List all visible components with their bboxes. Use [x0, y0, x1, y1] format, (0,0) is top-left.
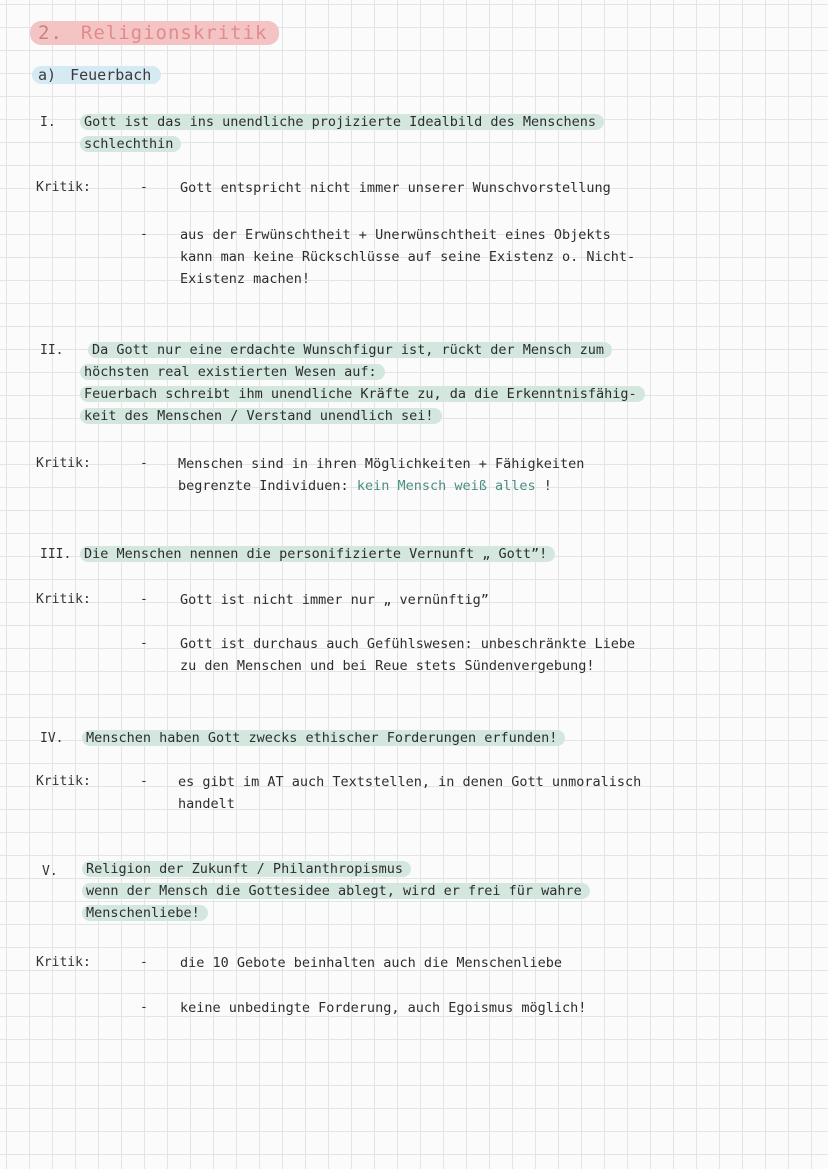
page-heading: [30, 22, 279, 44]
section-thesis-1: [80, 111, 604, 155]
subheading-letter: a): [38, 66, 57, 84]
thesis-line: höchsten real existierten Wesen auf:: [80, 364, 385, 380]
section-thesis-2: [80, 339, 645, 427]
kritik-label-3: Kritik:: [36, 592, 91, 607]
thesis-line: Menschenliebe!: [82, 905, 208, 921]
bullet-dash: -: [140, 955, 148, 970]
thesis-line: Feuerbach schreibt ihm unendliche Kräfte zu, da die Erkenntnisfähig-: [80, 386, 645, 402]
highlighted-phrase: kein Mensch weiß alles: [356, 478, 536, 494]
kritik-label-5: Kritik:: [36, 955, 91, 970]
point-line: Menschen sind in ihren Möglichkeiten + Fähigkeiten: [178, 456, 585, 472]
section-numeral-1: I.: [40, 115, 56, 130]
section-thesis-5: [82, 858, 590, 924]
heading-title: Religionskritik: [80, 22, 268, 44]
section-numeral-2: II.: [40, 343, 64, 358]
kritik-point: [180, 952, 562, 974]
kritik-point: [180, 997, 586, 1019]
kritik-label-4: Kritik:: [36, 774, 91, 789]
point-line: aus der Erwünschtheit + Unerwünschtheit eines Objekts: [180, 227, 611, 243]
thesis-line: Die Menschen nennen die personifizierte Vernunft „ Gott”!: [80, 546, 555, 562]
thesis-line: Gott ist das ins unendliche projizierte Idealbild des Menschens: [80, 114, 604, 130]
thesis-line: Da Gott nur eine erdachte Wunschfigur ist, rückt der Mensch zum: [88, 342, 612, 358]
point-line: Gott entspricht nicht immer unserer Wunschvorstellung: [180, 180, 611, 196]
kritik-point: [178, 771, 641, 815]
bullet-dash: -: [140, 180, 148, 195]
section-thesis-3: [80, 543, 555, 565]
kritik-point: [180, 633, 635, 677]
thesis-line: Religion der Zukunft / Philanthropismus: [82, 861, 411, 877]
kritik-label-1: Kritik:: [36, 180, 91, 195]
point-line-end: !: [543, 478, 552, 494]
bullet-dash: -: [140, 456, 148, 471]
section-numeral-3: III.: [40, 547, 72, 562]
point-line: Existenz machen!: [180, 271, 311, 287]
section-numeral-4: IV.: [40, 731, 64, 746]
section-thesis-4: [82, 727, 565, 749]
thesis-line: keit des Menschen / Verstand unendlich sei!: [80, 408, 442, 424]
bullet-dash: -: [140, 1000, 148, 1015]
point-line: zu den Menschen und bei Reue stets Sündenvergebung!: [180, 658, 595, 674]
point-line: begrenzte Individuen:: [178, 478, 349, 494]
point-line: es gibt im AT auch Textstellen, in denen Gott unmoralisch: [178, 774, 642, 790]
thesis-line: wenn der Mensch die Gottesidee ablegt, wird er frei für wahre: [82, 883, 590, 899]
thesis-line: schlechthin: [80, 136, 181, 152]
bullet-dash: -: [140, 774, 148, 789]
kritik-point: [180, 177, 611, 199]
point-line: kann man keine Rückschlüsse auf seine Existenz o. Nicht-: [180, 249, 636, 265]
kritik-point: [178, 453, 584, 497]
subheading-title: Feuerbach: [70, 66, 152, 84]
heading-number: 2.: [38, 22, 63, 44]
point-line: die 10 Gebote beinhalten auch die Menschenliebe: [180, 955, 563, 971]
bullet-dash: -: [140, 227, 148, 242]
point-line: Gott ist nicht immer nur „ vernünftig”: [180, 592, 489, 608]
bullet-dash: -: [140, 636, 148, 651]
section-numeral-5: V.: [42, 864, 58, 879]
kritik-point: [180, 589, 489, 611]
subheading: [32, 66, 161, 84]
kritik-label-2: Kritik:: [36, 456, 91, 471]
point-line: handelt: [178, 796, 235, 812]
kritik-point: [180, 224, 635, 290]
thesis-line: Menschen haben Gott zwecks ethischer Forderungen erfunden!: [82, 730, 565, 746]
point-line: keine unbedingte Forderung, auch Egoismus möglich!: [180, 1000, 587, 1016]
bullet-dash: -: [140, 592, 148, 607]
point-line: Gott ist durchaus auch Gefühlswesen: unbeschränkte Liebe: [180, 636, 636, 652]
